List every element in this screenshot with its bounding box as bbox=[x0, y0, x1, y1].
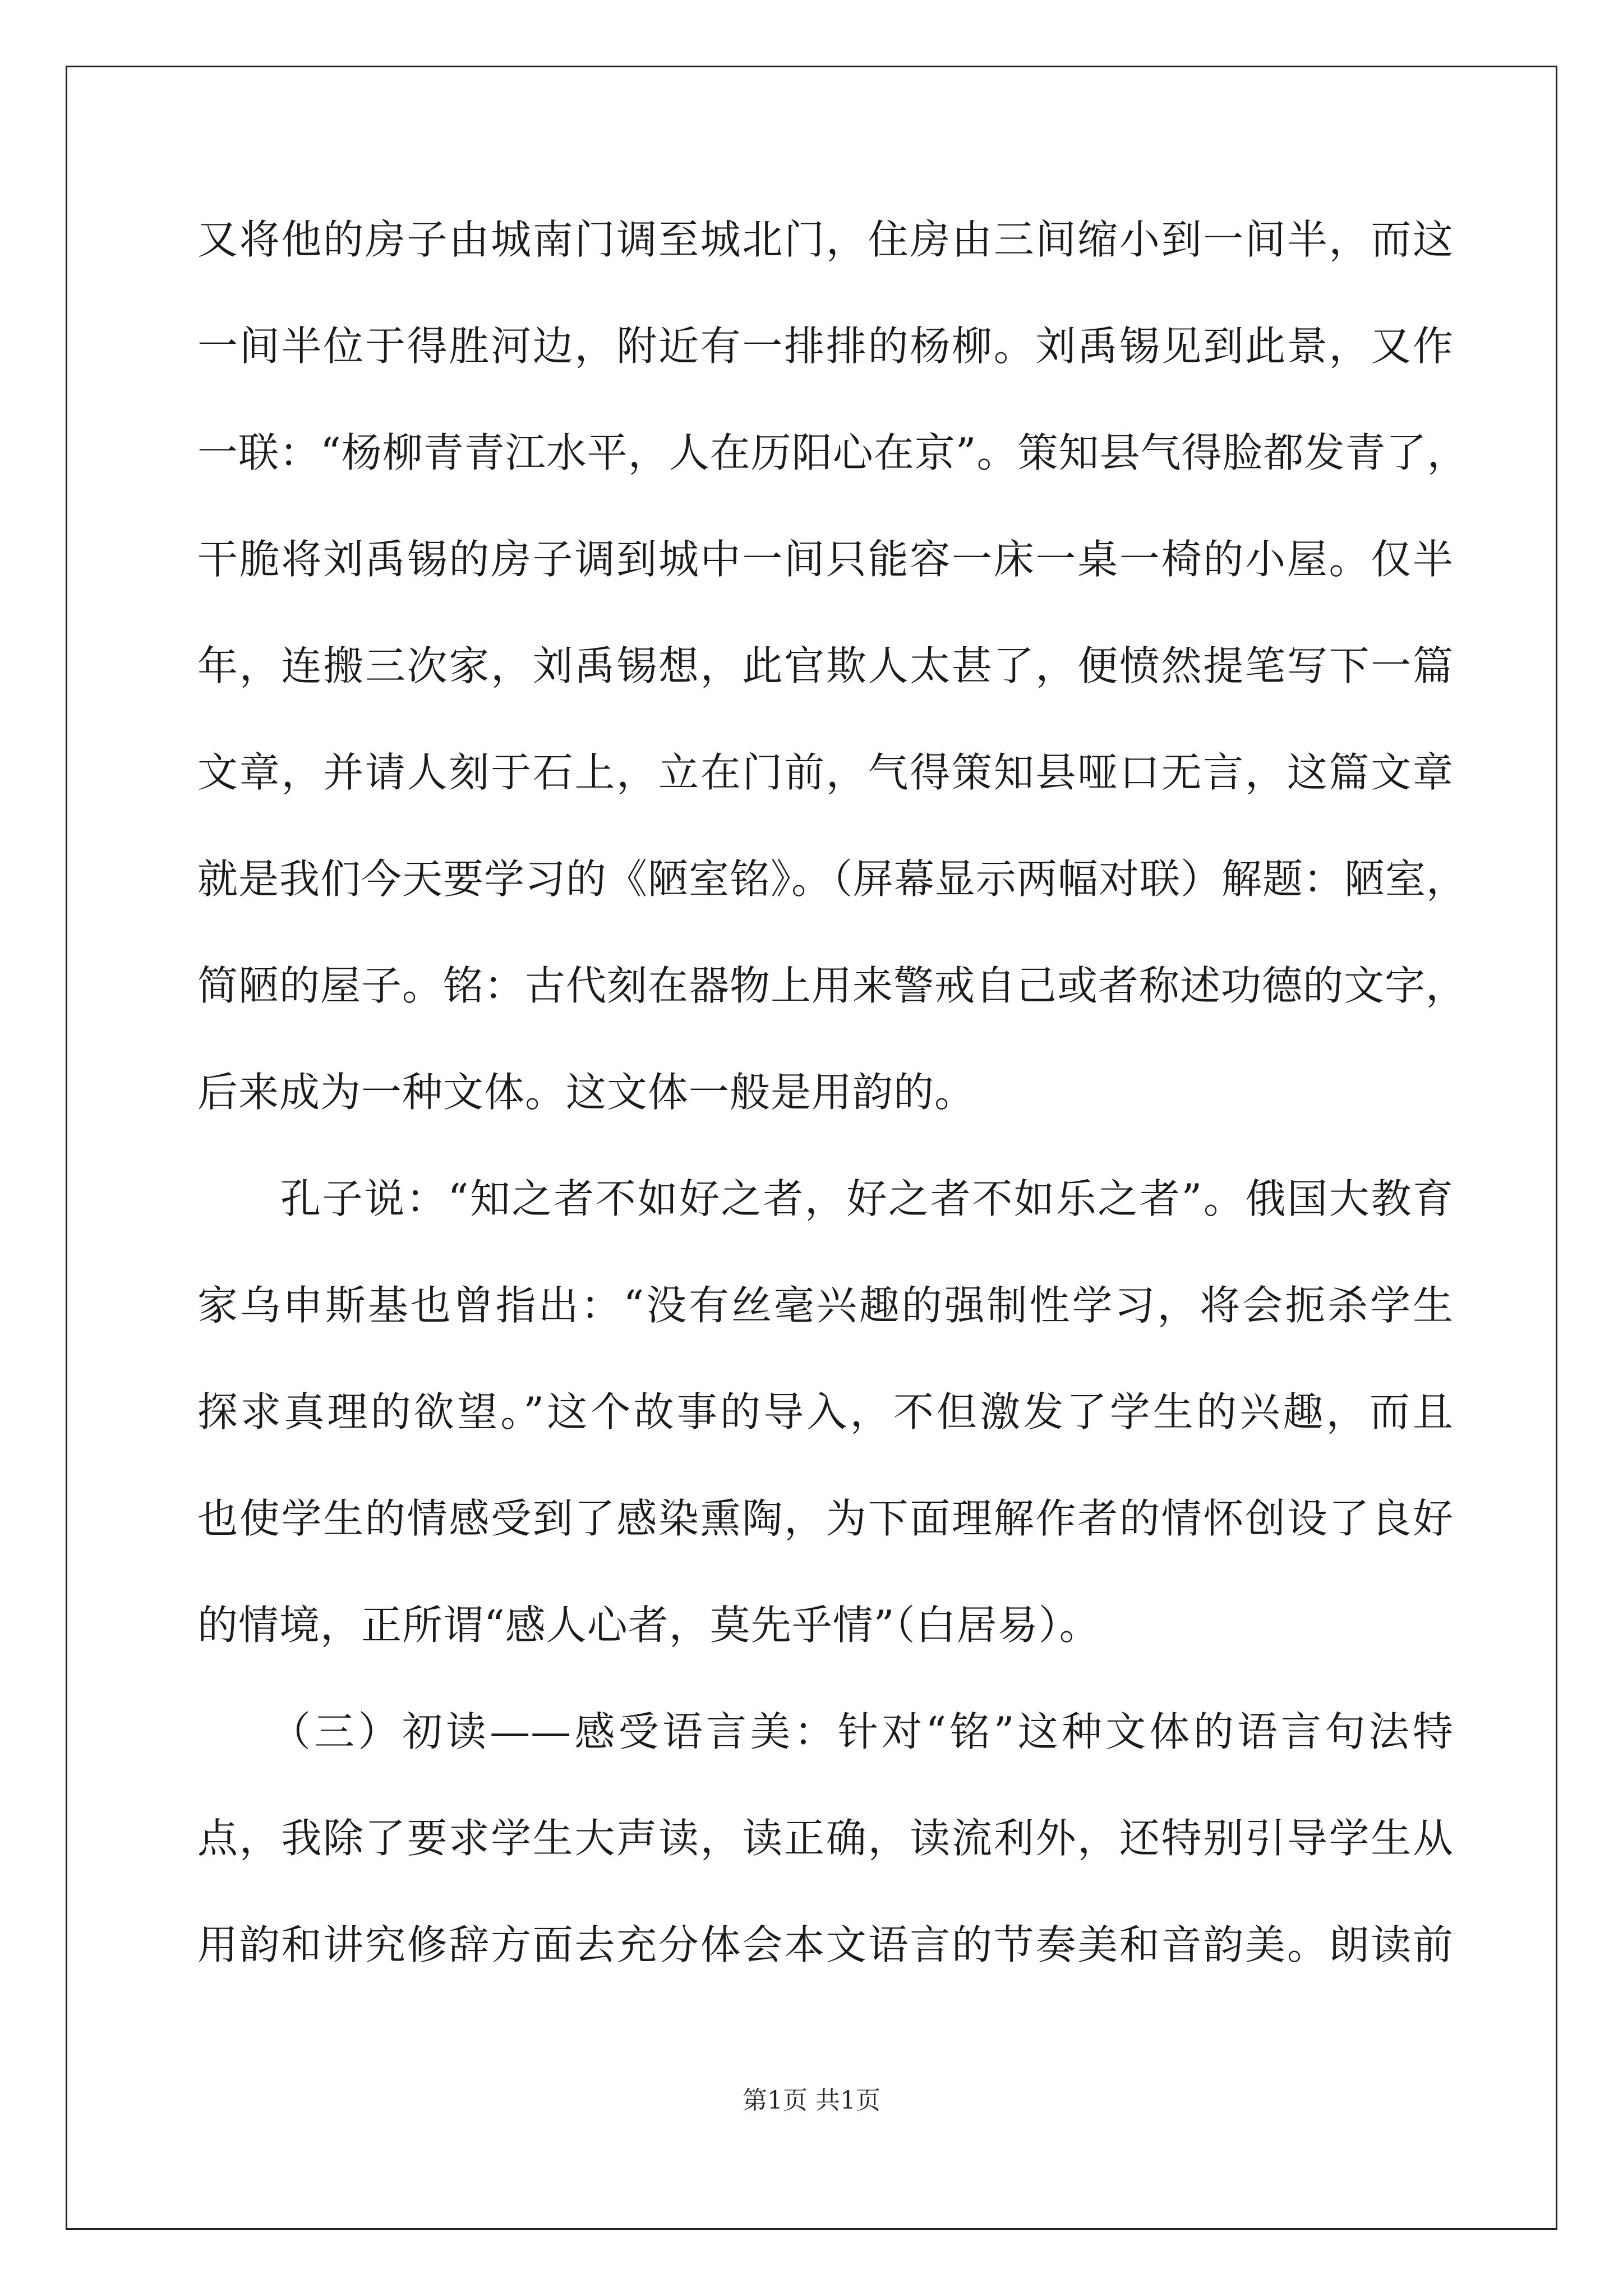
text-line: 探求真理的欲望。”这个故事的导入，不但激发了学生的兴趣，而且 bbox=[197, 1388, 1454, 1435]
text-line-paragraph-end: 的情境，正所谓“感人心者，莫先乎情”（白居易）。 bbox=[197, 1602, 1100, 1649]
text-line: 干脆将刘禹锡的房子调到城中一间只能容一床一桌一椅的小屋。仅半 bbox=[197, 536, 1454, 583]
text-line: 一联：“杨柳青青江水平，人在历阳心在京”。策知县气得脸都发青了， bbox=[197, 429, 1468, 476]
text-line: 文章，并请人刻于石上，立在门前，气得策知县哑口无言，这篇文章 bbox=[197, 749, 1454, 796]
text-line-paragraph-start: （三）初读——感受语言美：针对“铭”这种文体的语言句法特 bbox=[270, 1708, 1454, 1755]
text-line: 也使学生的情感受到了感染熏陶，为下面理解作者的情怀创设了良好 bbox=[197, 1495, 1454, 1542]
text-line-paragraph-start: 孔子说：“知之者不如好之者，好之者不如乐之者”。俄国大教育 bbox=[280, 1175, 1454, 1222]
text-line: 一间半位于得胜河边，附近有一排排的杨柳。刘禹锡见到此景，又作 bbox=[197, 323, 1454, 370]
text-line: 就是我们今天要学习的《陋室铭》。（屏幕显示两幅对联）解题：陋室， bbox=[197, 855, 1468, 903]
text-line: 家乌申斯基也曾指出：“没有丝毫兴趣的强制性学习，将会扼杀学生 bbox=[197, 1282, 1454, 1329]
text-line-paragraph-end: 后来成为一种文体。这文体一般是用韵的。 bbox=[197, 1069, 976, 1116]
page-footer: 第1页 共1页 bbox=[743, 2086, 880, 2115]
text-line: 年，连搬三次家，刘禹锡想，此官欺人太甚了，便愤然提笔写下一篇 bbox=[197, 642, 1454, 689]
text-line: 又将他的房子由城南门调至城北门，住房由三间缩小到一间半，而这 bbox=[197, 216, 1454, 263]
text-line: 简陋的屋子。铭：古代刻在器物上用来警戒自己或者称述功德的文字， bbox=[197, 962, 1467, 1009]
text-line: 点，我除了要求学生大声读，读正确，读流利外，还特别引导学生从 bbox=[197, 1815, 1454, 1862]
text-line: 用韵和讲究修辞方面去充分体会本文语言的节奏美和音韵美。朗读前 bbox=[197, 1921, 1454, 1968]
document-body bbox=[197, 197, 1468, 2009]
